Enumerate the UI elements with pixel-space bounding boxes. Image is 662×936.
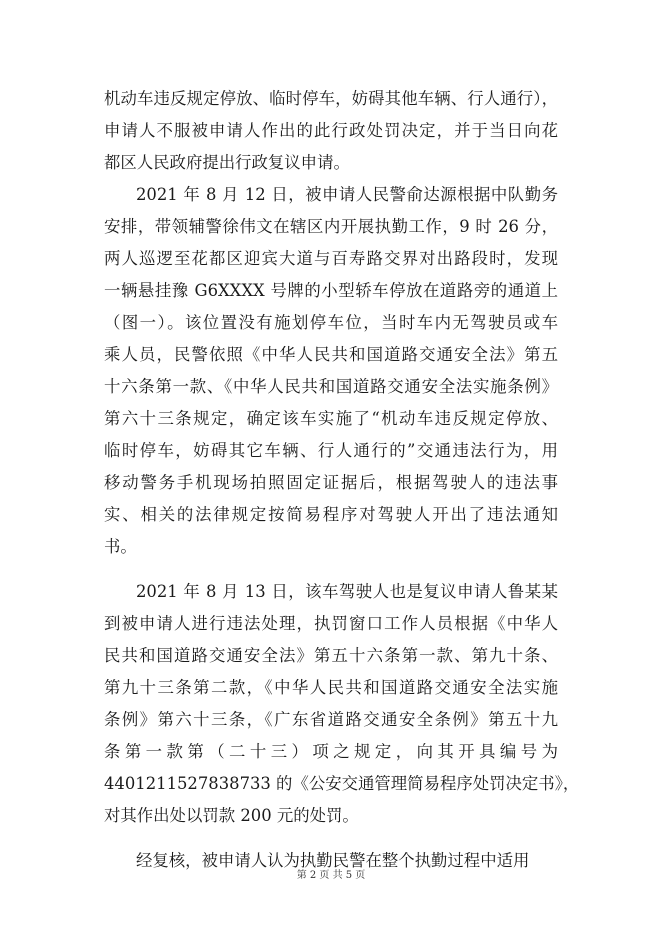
- text-line: 实、相关的法律规定按简易程序对驾驶人开出了违法通知: [104, 505, 558, 524]
- text-line: 一辆悬挂豫 G6XXXX 号牌的小型轿车停放在道路旁的通道上: [104, 281, 558, 300]
- paragraph-gap: [104, 832, 558, 845]
- document-body: [104, 83, 580, 877]
- text-line: 第九十三条第二款，《中华人民共和国道路交通安全法实施: [104, 678, 558, 697]
- page-number-footer: 第 2 页 共 5 页: [296, 870, 366, 881]
- text-line: 4401211527838733 的《公安交通管理简易程序处罚决定书》，: [104, 774, 580, 793]
- text-line: 都区人民政府提出行政复议申请。: [104, 153, 350, 172]
- text-line: 申请人不服被申请人作出的此行政处罚决定，并于当日向花: [104, 121, 558, 140]
- text-line: 2021 年 8 月 13 日，该车驾驶人也是复议申请人鲁某某: [136, 582, 558, 601]
- text-line: 民共和国道路交通安全法》第五十六条第一款、第九十条、: [104, 646, 558, 665]
- text-line: 安排，带领辅警徐伟文在辖区内开展执勤工作，9 时 26 分，: [104, 217, 558, 236]
- text-line: 十六条第一款、《中华人民共和国道路交通安全法实施条例》: [104, 377, 558, 396]
- text-line: 条例》第六十三条，《广东省道路交通安全条例》第五十九: [104, 710, 558, 729]
- paragraph-gap: [104, 563, 558, 576]
- text-line: 对其作出处以罚款 200 元的处罚。: [104, 806, 359, 825]
- text-line: 条第一款第（二十三）项之规定，向其开具编号为: [104, 742, 558, 761]
- text-line: 机动车违反规定停放、临时停车，妨碍其他车辆、行人通行），: [104, 89, 558, 108]
- text-line: （图一）。该位置没有施划停车位，当时车内无驾驶员或车: [104, 313, 558, 332]
- text-line: 书。: [104, 537, 137, 556]
- text-line: 临时停车，妨碍其它车辆、行人通行的”交通违法行为，用: [104, 441, 558, 460]
- text-line: 到被申请人进行违法处理，执罚窗口工作人员根据《中华人: [104, 614, 558, 633]
- text-line: 移动警务手机现场拍照固定证据后，根据驾驶人的违法事: [104, 473, 558, 492]
- text-line: 2021 年 8 月 12 日，被申请人民警俞达源根据中队勤务: [136, 185, 558, 204]
- paragraph-3: [104, 576, 580, 832]
- paragraph-1: [104, 83, 558, 179]
- text-line: 两人巡逻至花都区迎宾大道与百寿路交界对出路段时，发现: [104, 249, 558, 268]
- text-line: 第六十三条规定，确定该车实施了“机动车违反规定停放、: [104, 409, 558, 428]
- paragraph-2: [104, 179, 558, 563]
- text-line: 经复核，被申请人认为执勤民警在整个执勤过程中适用: [136, 851, 530, 870]
- text-line: 乘人员，民警依照《中华人民共和国道路交通安全法》第五: [104, 345, 558, 364]
